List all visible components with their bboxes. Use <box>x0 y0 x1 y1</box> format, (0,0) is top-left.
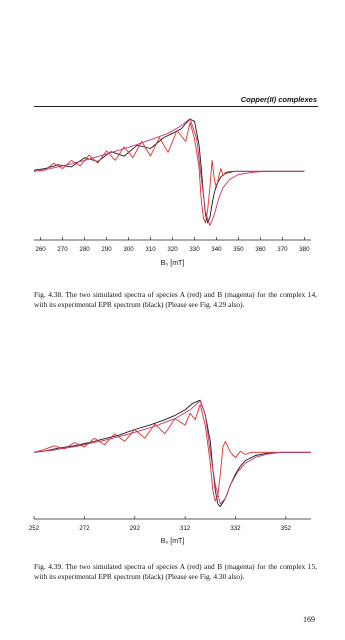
header-rule <box>34 106 318 107</box>
x-tick-label: 332 <box>230 525 241 532</box>
figure-4-38 <box>20 113 325 283</box>
x-tick-label: 320 <box>167 246 178 253</box>
x-tick-label: 310 <box>145 246 156 253</box>
x-tick-label: 280 <box>79 246 90 253</box>
figure-4-39 <box>20 394 325 556</box>
x-axis-label: B₀ [mT] <box>160 260 185 267</box>
x-axis-label: B₀ [mT] <box>160 538 185 545</box>
x-tick-label: 290 <box>101 246 112 253</box>
x-tick-label: 352 <box>280 525 291 532</box>
figure-caption: Fig. 4.39. The two simulated spectra of species A (red) and B (magenta) for the complex 15, with its experimental EPR spectrum (black) (Please see Fig. 4.30 also). <box>34 562 317 581</box>
figure-caption: Fig. 4.38. The two simulated spectra of species A (red) and B (magenta) for the complex 14, with its experimental EPR spectrum (black) (Please see Fig. 4.29 also). <box>34 290 317 309</box>
x-tick-label: 340 <box>211 246 222 253</box>
x-tick-label: 350 <box>233 246 244 253</box>
x-tick-label: 330 <box>189 246 200 253</box>
x-tick-label: 252 <box>28 525 40 532</box>
x-tick-label: 272 <box>79 525 90 532</box>
epr-spectrum-chart <box>20 113 325 283</box>
x-tick-label: 292 <box>129 525 140 532</box>
series-line-red <box>34 122 304 222</box>
x-tick-label: 260 <box>35 246 46 253</box>
x-tick-label: 300 <box>123 246 134 253</box>
x-tick-label: 270 <box>57 246 68 253</box>
x-tick-label: 360 <box>255 246 266 253</box>
x-tick-label: 370 <box>277 246 288 253</box>
x-tick-label: 312 <box>179 525 191 532</box>
page-number: 169 <box>303 615 315 624</box>
running-head: Copper(II) complexes <box>240 95 317 104</box>
epr-spectrum-chart <box>20 394 325 556</box>
x-tick-label: 380 <box>299 246 310 253</box>
